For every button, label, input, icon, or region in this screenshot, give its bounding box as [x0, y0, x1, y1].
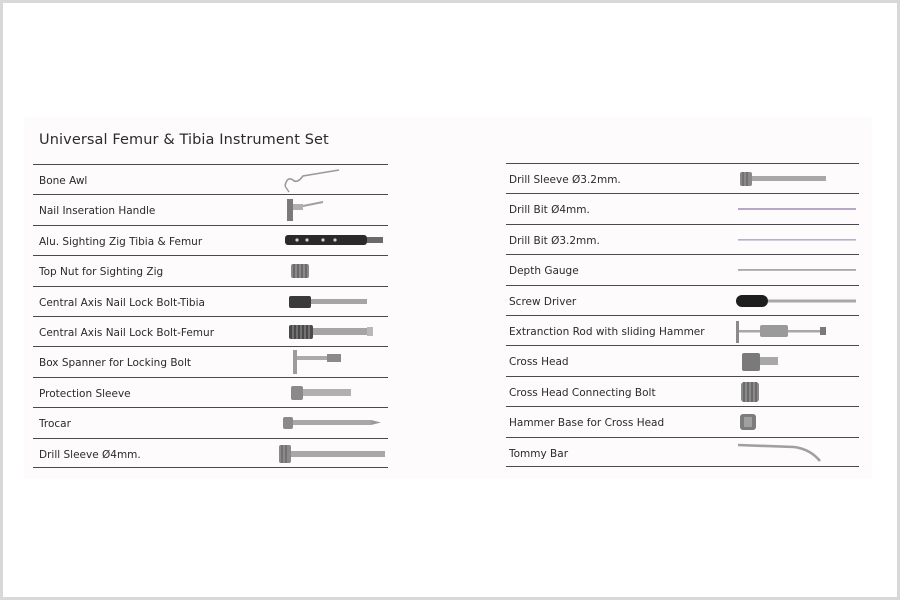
- left-instrument-list: [33, 164, 388, 468]
- list-item: [506, 315, 859, 345]
- drill-sleeve-4mm-icon: [277, 440, 387, 468]
- item-label: Box Spanner for Locking Bolt: [39, 357, 191, 370]
- right-instrument-list: [506, 163, 859, 467]
- cross-head-bolt-icon: [738, 378, 766, 406]
- list-item: [33, 164, 388, 194]
- catalog-title: Universal Femur & Tibia Instrument Set: [39, 132, 329, 148]
- item-label: Central Axis Nail Lock Bolt-Femur: [39, 326, 215, 339]
- item-label: Tommy Bar: [509, 447, 569, 460]
- item-label: Cross Head: [509, 356, 569, 369]
- list-item: [506, 193, 859, 223]
- item-label: Drill Bit Ø3.2mm.: [509, 234, 600, 247]
- item-label: Drill Bit Ø4mm.: [509, 204, 590, 217]
- list-item: [33, 438, 388, 468]
- list-item: [506, 224, 859, 254]
- list-item: [506, 345, 859, 375]
- protection-sleeve-icon: [289, 379, 355, 407]
- list-item: [506, 437, 859, 467]
- item-label: Protection Sleeve: [39, 387, 131, 400]
- item-label: Cross Head Connecting Bolt: [509, 386, 656, 399]
- item-label: Drill Sleeve Ø4mm.: [39, 448, 141, 461]
- item-label: Trocar: [39, 418, 71, 431]
- item-label: Central Axis Nail Lock Bolt-Tibia: [39, 296, 205, 309]
- item-label: Top Nut for Sighting Zig: [39, 266, 164, 279]
- cross-head-icon: [738, 347, 784, 375]
- sighting-zig-icon: [283, 227, 387, 255]
- list-item: [506, 285, 859, 315]
- item-label: Alu. Sighting Zig Tibia & Femur: [39, 235, 203, 248]
- list-item: [33, 194, 388, 224]
- extraction-rod-icon: [734, 317, 830, 345]
- list-item: [506, 163, 859, 193]
- nail-insertion-handle-icon: [281, 196, 331, 224]
- list-item: [33, 316, 388, 346]
- item-label: Extranction Rod with sliding Hammer: [509, 325, 705, 338]
- drill-bit-3-2mm-icon: [736, 226, 860, 254]
- hammer-base-icon: [736, 408, 764, 436]
- depth-gauge-icon: [736, 256, 860, 284]
- bone-awl-icon: [281, 166, 343, 194]
- item-label: Screw Driver: [509, 295, 577, 308]
- top-nut-icon: [287, 257, 317, 285]
- item-label: Bone Awl: [39, 175, 88, 187]
- lock-bolt-tibia-icon: [287, 288, 371, 316]
- list-item: [33, 346, 388, 376]
- list-item: [33, 225, 388, 255]
- list-item: [33, 255, 388, 285]
- lock-bolt-femur-icon: [287, 318, 377, 346]
- list-item: [33, 286, 388, 316]
- list-item: [33, 407, 388, 437]
- screw-driver-icon: [734, 287, 860, 315]
- item-label: Hammer Base for Cross Head: [509, 417, 665, 430]
- trocar-icon: [281, 409, 383, 437]
- drill-bit-4mm-icon: [736, 195, 860, 223]
- item-label: Drill Sleeve Ø3.2mm.: [509, 174, 621, 186]
- list-item: [506, 376, 859, 406]
- item-label: Nail Inseration Handle: [39, 205, 156, 218]
- item-label: Depth Gauge: [509, 265, 579, 278]
- tommy-bar-icon: [734, 439, 826, 467]
- box-spanner-icon: [291, 348, 347, 376]
- list-item: [506, 254, 859, 284]
- drill-sleeve-3-2mm-icon: [738, 165, 830, 193]
- list-item: [506, 406, 859, 436]
- list-item: [33, 377, 388, 407]
